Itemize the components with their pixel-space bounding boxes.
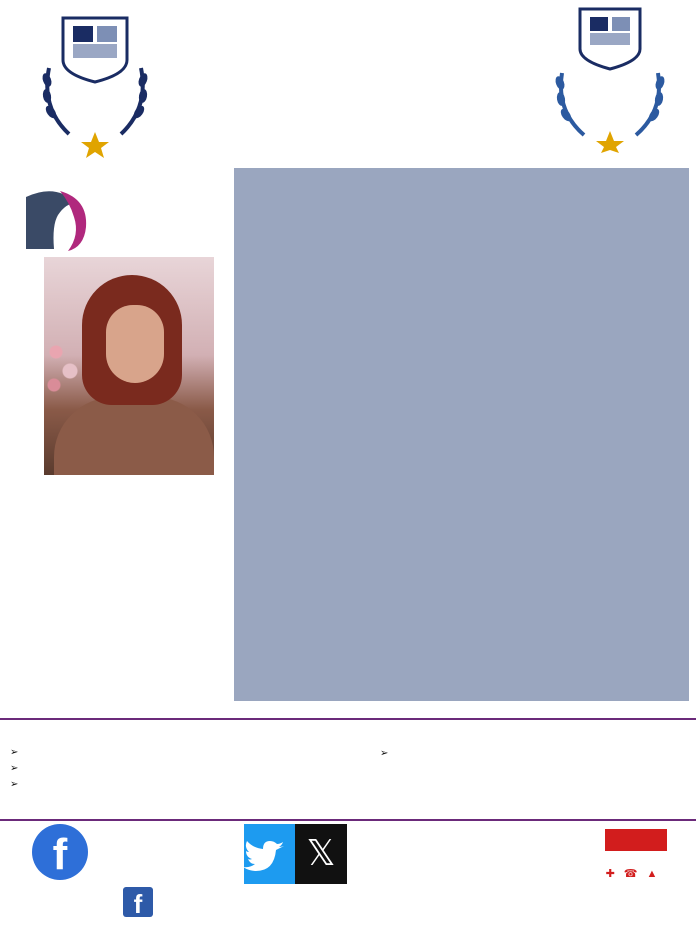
arrow-bullet-icon: ➢: [10, 779, 19, 790]
missing-person-photo: [44, 257, 214, 475]
contact-item[interactable]: [10, 778, 25, 790]
email-contact: [380, 745, 690, 762]
alba-silhouette-icon: [20, 183, 90, 253]
laurel-seal-icon: [35, 8, 155, 158]
emergency-services-icon: ✚☎▲: [605, 868, 667, 880]
x-logo-icon[interactable]: 𝕏: [295, 824, 347, 884]
denuncia-anonima-logo: [486, 827, 560, 887]
contact-item[interactable]: [10, 746, 25, 758]
fiscalia-general-seal: [35, 8, 155, 158]
contact-item[interactable]: [10, 762, 25, 774]
twitter-icon[interactable]: [244, 824, 295, 884]
laurel-seal-icon: [550, 3, 670, 153]
protocolo-alba-logo: [20, 183, 200, 253]
twitter-bird-icon: [244, 824, 295, 884]
personas-desaparecidas-seal: [550, 3, 670, 153]
emergencias-911-logo: [601, 829, 671, 885]
details-table: [234, 168, 689, 701]
arrow-bullet-icon: ➢: [10, 763, 19, 774]
facebook-icon[interactable]: f: [32, 824, 88, 880]
arrow-bullet-icon: ➢: [10, 747, 19, 758]
divider: [0, 718, 696, 720]
divider: [0, 819, 696, 821]
logo-911-number: [605, 829, 667, 851]
facebook-small-icon[interactable]: f: [123, 887, 153, 917]
arrow-bullet-icon: ➢: [380, 748, 389, 759]
